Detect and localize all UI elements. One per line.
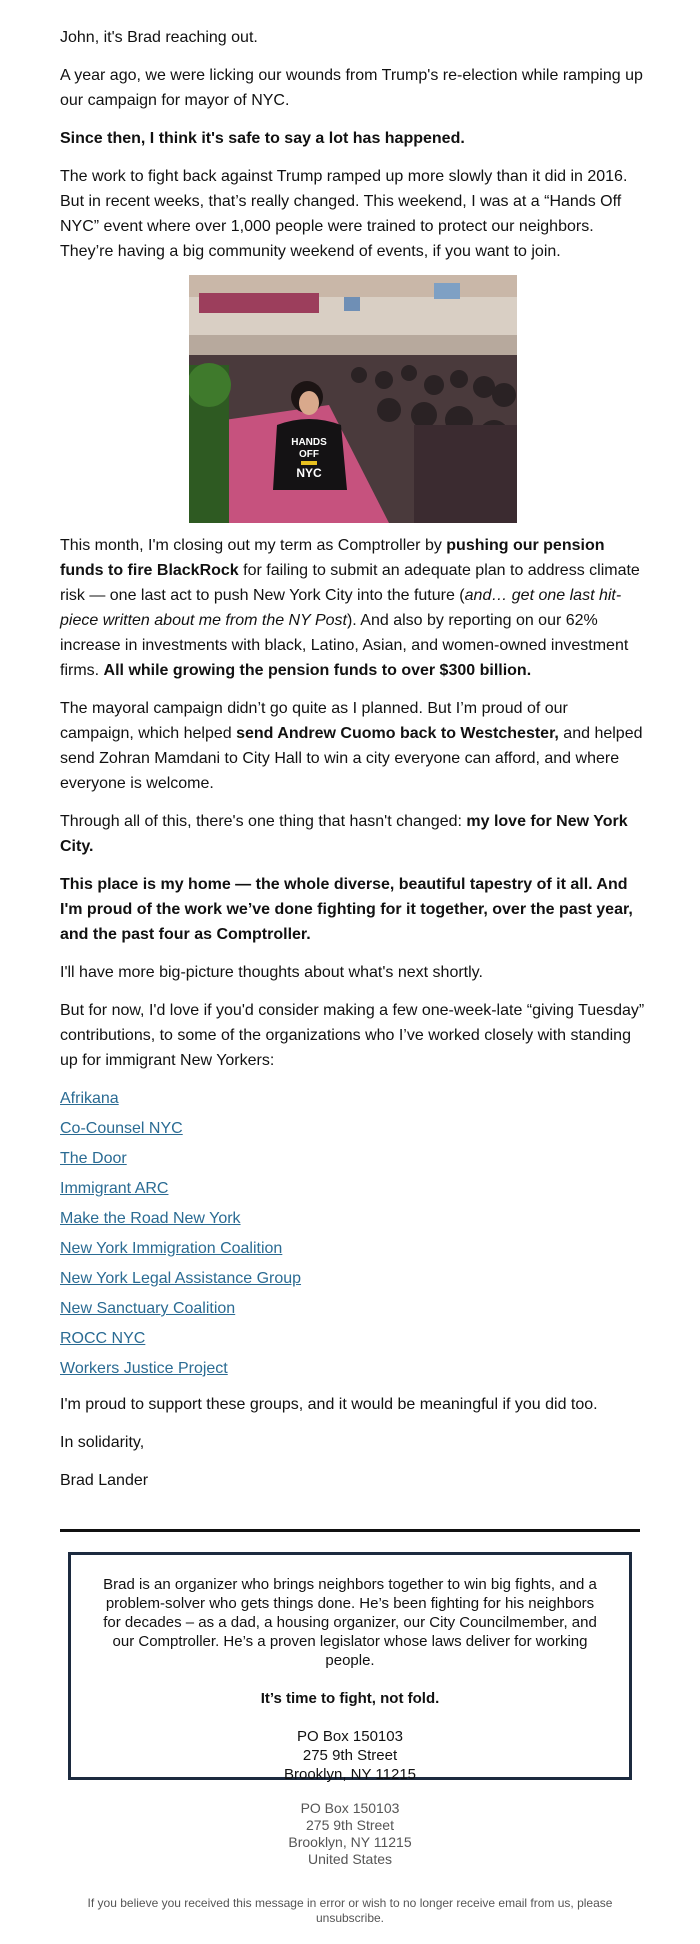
- bold-text: pushing our pension funds to fire BlackRock: [60, 537, 605, 579]
- bold-text: my love for New York City.: [60, 813, 628, 855]
- bio-box: [68, 1552, 632, 1783]
- email-body: [60, 25, 645, 1506]
- paragraph: A year ago, we were licking our wounds from Trump's re-election while ramping up our campaign for mayor of NYC.: [60, 67, 643, 109]
- text: Through all of this, there's one thing that hasn't changed:: [60, 813, 467, 830]
- org-link-nylag[interactable]: New York Legal Assistance Group: [60, 1270, 302, 1287]
- text: for failing to submit an adequate plan to address climate risk — one last act to push New York City into the future (: [60, 562, 640, 604]
- text: ). And also by reporting on our 62% increase in investments with black, Latino, Asian, and women-owned investment firms.: [60, 612, 629, 679]
- footer-address: [0, 1800, 700, 1868]
- address-line: 275 9th Street: [302, 1747, 398, 1764]
- bold-text: send Andrew Cuomo back to Westchester,: [236, 725, 559, 742]
- address-line: PO Box 150103: [297, 1728, 403, 1745]
- shirt-text: NYC: [295, 466, 322, 480]
- paragraph: [60, 696, 645, 796]
- paragraph: [60, 126, 645, 151]
- greeting: John, it's Brad reaching out.: [60, 29, 258, 46]
- org-link-afrikana[interactable]: Afrikana: [60, 1090, 119, 1107]
- divider: [60, 1529, 640, 1532]
- address-line: United States: [307, 1851, 393, 1867]
- signature: Brad Lander: [60, 1472, 149, 1489]
- closing: In solidarity,: [60, 1434, 145, 1451]
- paragraph: I'm proud to support these groups, and it would be meaningful if you did too.: [60, 1396, 598, 1413]
- box-address: [71, 1727, 629, 1784]
- italic-text: and… get one last hit-piece written about me from the NY Post: [60, 587, 622, 629]
- org-link-immigrant-arc[interactable]: Immigrant ARC: [60, 1180, 169, 1197]
- bold-text: All while growing the pension funds to over $300 billion.: [103, 662, 532, 679]
- bio-text: Brad is an organizer who brings neighbors together to win big fights, and a problem-solver who gets things done. He’s been fighting for his neighbors for decades – as a dad, a housing organizer, our City Councilmember, and our Comptroller. He’s a proven legislator whose laws deliver for working people.: [103, 1576, 597, 1669]
- shirt-text: HANDS: [290, 437, 327, 448]
- org-link-new-sanctuary[interactable]: New Sanctuary Coalition: [60, 1300, 236, 1317]
- address-line: PO Box 150103: [300, 1800, 400, 1816]
- unsubscribe-notice[interactable]: If you believe you received this message in error or wish to no longer receive email from us, please unsubscribe.: [87, 1896, 613, 1925]
- org-link-rocc-nyc[interactable]: ROCC NYC: [60, 1330, 146, 1347]
- address-line: 275 9th Street: [306, 1817, 394, 1833]
- text: and helped send Zohran Mamdani to City Hall to win a city everyone can afford, and where everyone is welcome.: [60, 725, 643, 792]
- org-link-nyic[interactable]: New York Immigration Coalition: [60, 1240, 283, 1257]
- paragraph: I'll have more big-picture thoughts about what's next shortly.: [60, 964, 483, 981]
- bold-text: This place is my home — the whole diverse, beautiful tapestry of it all. And I'm proud of the work we’ve done fighting for it together, over the past year, and the past four as Comptroller.: [60, 876, 633, 943]
- tagline: It’s time to fight, not fold.: [260, 1690, 440, 1707]
- event-photo: [189, 275, 517, 523]
- address-line: Brooklyn, NY 11215: [283, 1766, 417, 1783]
- org-link-co-counsel-nyc[interactable]: Co-Counsel NYC: [60, 1120, 183, 1137]
- paragraph: [60, 872, 645, 947]
- paragraph: The work to fight back against Trump ramped up more slowly than it did in 2016. But in recent weeks, that’s really changed. This weekend, I was at a “Hands Off NYC” event where over 1,000 people were trained to protect our neighbors. They’re having a big community weekend of events, if you want to join.: [60, 168, 628, 260]
- org-link-make-the-road[interactable]: Make the Road New York: [60, 1210, 241, 1227]
- paragraph: But for now, I'd love if you'd consider making a few one-week-late “giving Tuesday” contributions, to some of the organizations who I’ve worked closely with standing up for immigrant New Yorkers:: [60, 1002, 645, 1069]
- bold-text: Since then, I think it's safe to say a lot has happened.: [60, 130, 465, 147]
- organization-links: [60, 1084, 645, 1384]
- text: This month, I'm closing out my term as Comptroller by: [60, 537, 447, 554]
- org-link-workers-justice[interactable]: Workers Justice Project: [60, 1360, 228, 1377]
- text: The mayoral campaign didn’t go quite as I planned. But I’m proud of our campaign, which helped: [60, 700, 568, 742]
- shirt-text: OFF: [298, 449, 319, 460]
- paragraph: [60, 809, 645, 859]
- org-link-the-door[interactable]: The Door: [60, 1150, 127, 1167]
- paragraph: [60, 533, 645, 683]
- address-line: Brooklyn, NY 11215: [288, 1834, 412, 1850]
